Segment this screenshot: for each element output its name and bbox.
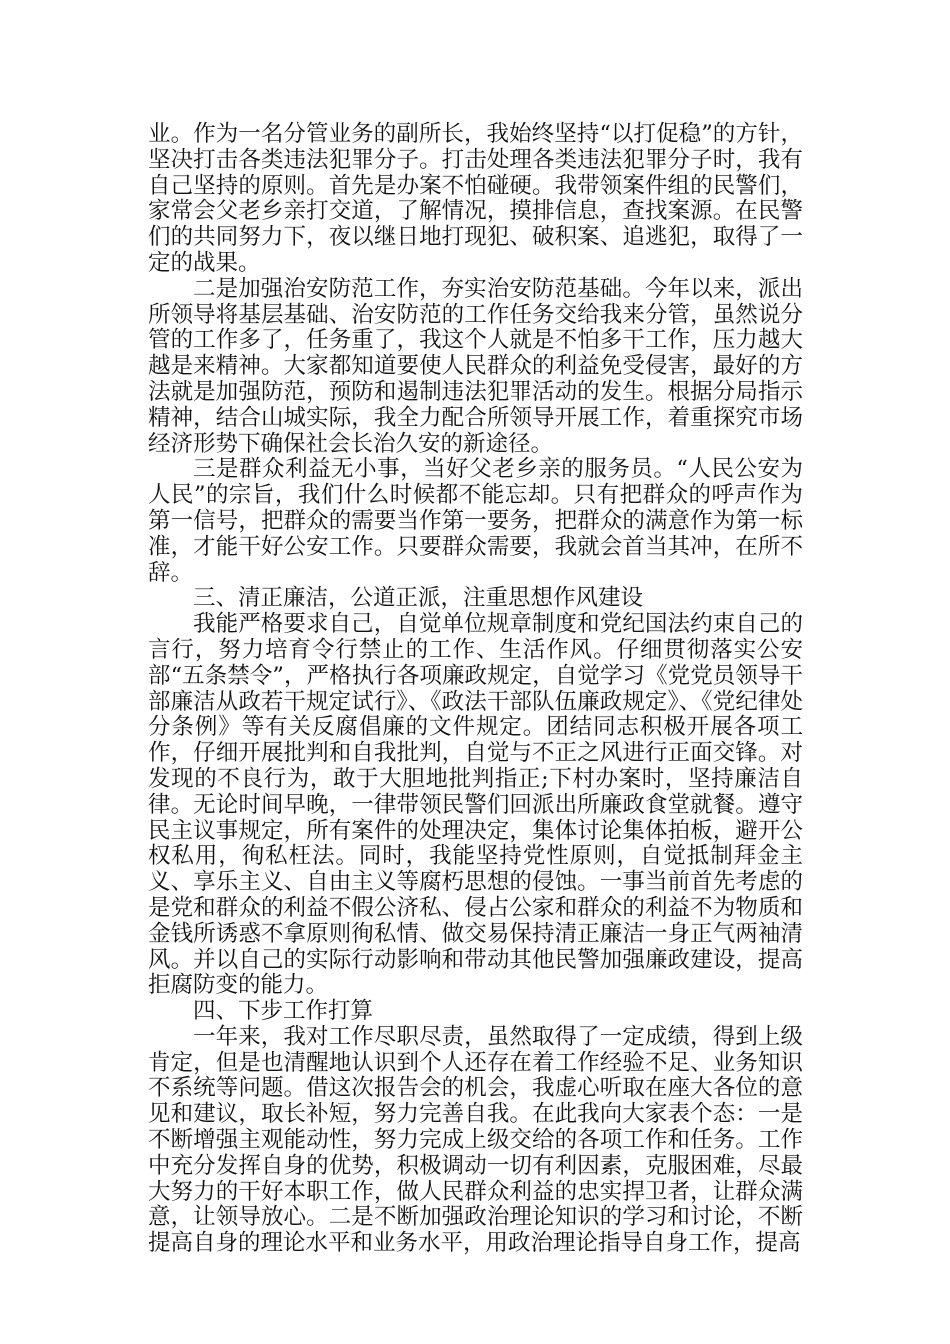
document-page: [148, 122, 803, 1257]
body-paragraph: 业。作为一名分管业务的副所长，我始终坚持“以打促稳”的方针，坚决打击各类违法犯罪分子。打击处理各类违法犯罪分子时，我有自己坚持的原则。首先是办案不怕碰硬。我带领案件组的民警们，家常会父老乡亲打交道，了解情况，摸排信息，查找案源。在民警们的共同努力下，夜以继日地打现犯、破积案、追逃犯，取得了一定的战果。: [148, 121, 803, 276]
body-paragraph: 二是加强治安防范工作，夯实治安防范基础。今年以来，派出所领导将基层基础、治安防范的工作任务交给我来分管，虽然说分管的工作多了，任务重了，我这个人就是不怕多干工作，压力越大越是来精神。大家都知道要使人民群众的利益免受侵害，最好的方法就是加强防范，预防和遏制违法犯罪活动的发生。根据分局指示精神，结合山城实际，我全力配合所领导开展工作，着重探究市场经济形势下确保社会长治久安的新途径。: [148, 275, 803, 457]
body-paragraph: 我能严格要求自己，自觉单位规章制度和党纪国法约束自己的言行，努力培育令行禁止的工作、生活作风。仔细贯彻落实公安部“五条禁令”，严格执行各项廉政规定，自觉学习《党党员领导干部廉洁从政若干规定试行》、《政法干部队伍廉政规定》、《党纪律处分条例》等有关反腐倡廉的文件规定。团结同志积极开展各项工作，仔细开展批判和自我批判，自觉与不正之风进行正面交锋。对发现的不良行为，敢于大胆地批判指正;下村办案时，坚持廉洁自律。无论时间早晚，一律带领民警们回派出所廉政食堂就餐。遵守民主议事规定，所有案件的处理决定，集体讨论集体拍板，避开公权私用，徇私枉法。同时，我能坚持党性原则，自觉抵制拜金主义、享乐主义、自由主义等腐朽思想的侵蚀。一事当前首先考虑的是党和群众的利益不假公济私、侵占公家和群众的利益不为物质和金钱所诱惑不拿原则徇私情、做交易保持清正廉洁一身正气两袖清风。并以自己的实际行动影响和带动其他民警加强廉政建设，提高拒腐防变的能力。: [148, 611, 803, 999]
body-paragraph: 三是群众利益无小事，当好父老乡亲的服务员。“人民公安为人民”的宗旨，我们什么时候都不能忘却。只有把群众的呼声作为第一信号，把群众的需要当作第一要务，把群众的满意作为第一标准，才能干好公安工作。只要群众需要，我就会首当其冲，在所不辞。: [148, 456, 803, 586]
section-heading: 三、清正廉洁，公道正派，注重思想作风建设: [193, 585, 644, 612]
section-heading: 四、下步工作打算: [193, 998, 374, 1025]
body-paragraph: 一年来，我对工作尽职尽责，虽然取得了一定成绩，得到上级肯定，但是也清醒地认识到个人还存在着工作经验不足、业务知识不系统等问题。借这次报告会的机会，我虚心听取在座大各位的意见和建议，取长补短，努力完善自我。在此我向大家表个态：一是不断增强主观能动性，努力完成上级交给的各项工作和任务。工作中充分发挥自身的优势，积极调动一切有利因素，克服困难，尽最大努力的干好本职工作，做人民群众利益的忠实捍卫者，让群众满意，让领导放心。二是不断加强政治理论知识的学习和讨论，不断提高自身的理论水平和业务水平，用政治理论指导自身工作，提高: [148, 1023, 803, 1257]
